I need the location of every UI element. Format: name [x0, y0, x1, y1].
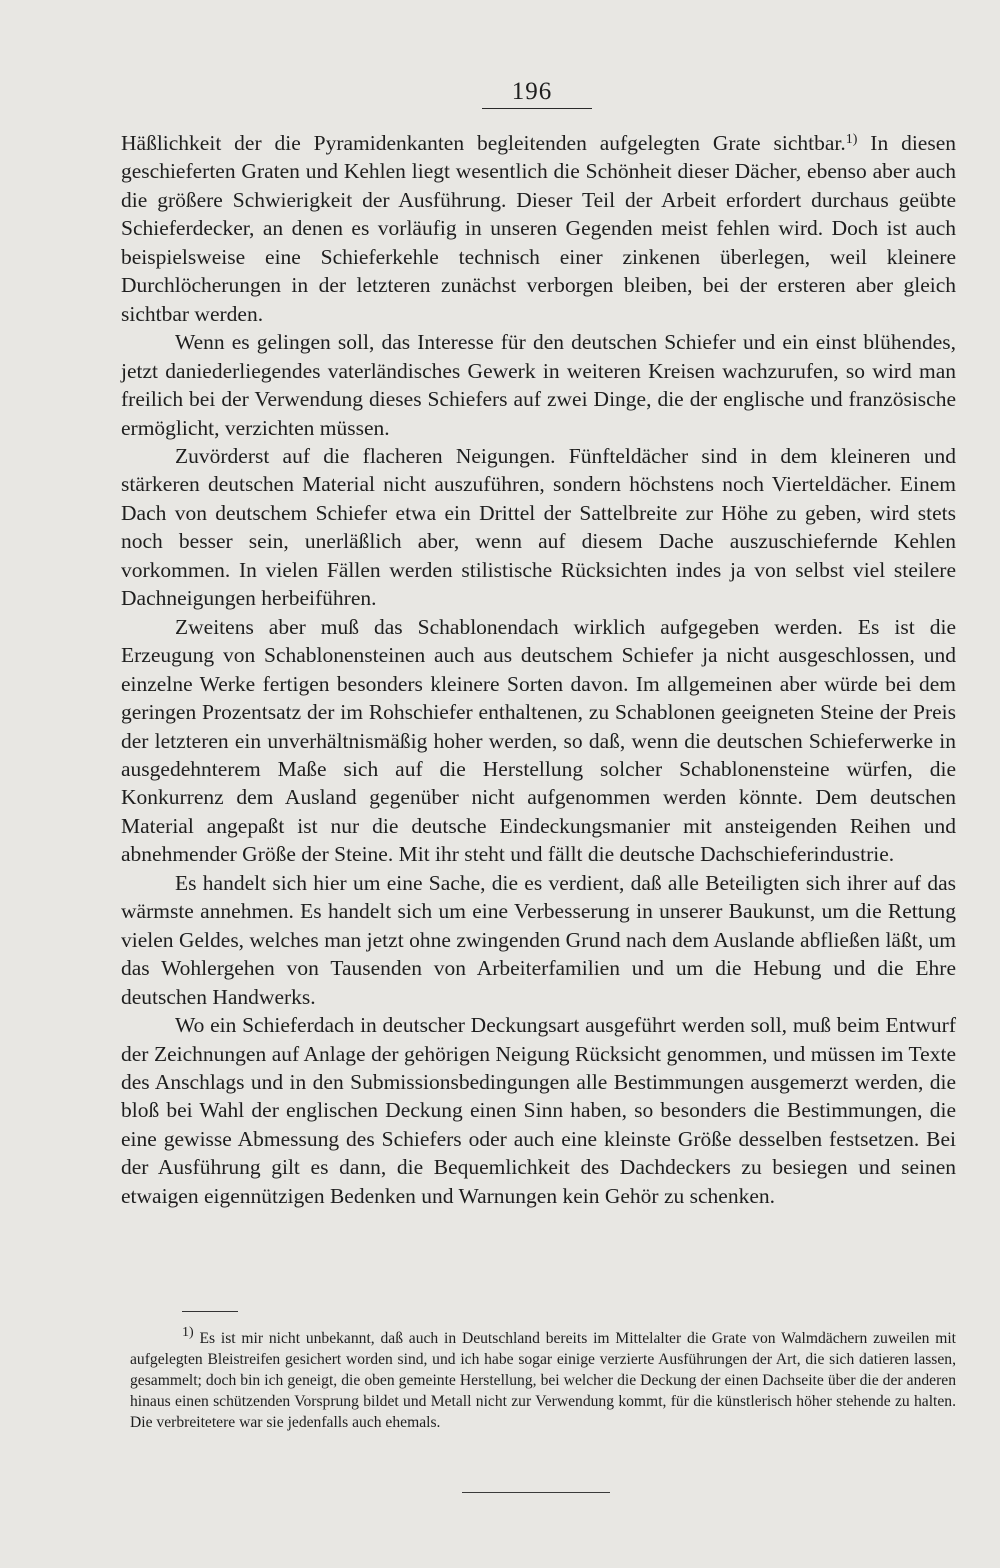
body-text: [121, 126, 956, 1210]
end-of-page-rule: [462, 1492, 610, 1493]
paragraph-text-continued: In diesen geschieferten Graten und Kehlen liegt wesentlich die Schönheit dieser Dächer, ebenso aber auch die größere Schwierigkeit der Ausführung. Dieser Teil der Arbeit erfordert durchaus geübte Schieferdecker, an denen es vorläufig in unseren Gegenden meist fehlen wird. Doch ist auch beispielsweise eine Schieferkehle technisch einer zinkenen überlegen, weil kleinere Durchlöcherungen in der letzteren zunächst verborgen bleiben, bei der ersteren aber gleich sichtbar werden.: [121, 131, 956, 326]
paragraph-3: Zuvörderst auf die flacheren Neigungen. Fünfteldächer sind in dem kleineren und stärkeren deutschen Material nicht auszuführen, sondern höchstens noch Vierteldächer. Einem Dach von deutschem Schiefer etwa ein Drittel der Sattelbreite zur Höhe zu geben, wird stets noch besser sein, unerläßlich aber, wenn auf diesem Dache auszuschiefernde Kehlen vorkommen. In vielen Fällen werden stilistische Rücksichten indes ja von selbst viel steilere Dachneigungen herbeiführen.: [121, 443, 956, 611]
page-number-rule: [482, 108, 592, 109]
footnote-separator: [182, 1311, 238, 1312]
paragraph-6: Wo ein Schieferdach in deutscher Deckungsart ausgeführt werden soll, muß beim Entwurf der Zeichnungen auf Anlage der gehörigen Neigung Rücksicht genommen, und müssen im Texte des Anschlags und in den Submissionsbedingungen alle Bestimmungen ausgemerzt werden, die bloß bei Wahl der englischen Deckung einen Sinn haben, so besonders die Bestimmungen, die eine gewisse Abmessung des Schiefers oder auch eine kleinste Größe desselben festsetzen. Bei der Ausführung gilt es dann, die Bequemlichkeit des Dachdeckers zu besiegen und seinen etwaigen eigennützigen Bedenken und Warnungen kein Gehör zu schenken.: [121, 1013, 956, 1208]
paragraph-1: [121, 126, 956, 328]
footnote-reference: 1): [845, 132, 858, 147]
paragraph-text: Häßlichkeit der die Pyramidenkanten begleitenden aufgelegten Grate sichtbar.: [121, 131, 846, 155]
footnote-text: Es ist mir nicht unbekannt, daß auch in Deutschland bereits im Mittelalter die Grate von Walmdächern zuweilen mit aufgelegten Bleistreifen gesichert worden sind, und ich habe sogar einige verzierte Ausführungen der Art, die sich datieren lassen, gesammelt; doch bin ich geneigt, die oben gemeinte Herstellung, bei welcher die Deckung der einen Dachseite über die der anderen hinaus einen schützenden Vorsprung bildet und Metall nicht zur Verwendung kommt, für die künstlerisch höher stehende zu halten. Die verbreitetere war sie jedenfalls auch ehemals.: [130, 1330, 956, 1431]
paragraph-2: Wenn es gelingen soll, das Interesse für den deutschen Schiefer und ein einst blühendes, jetzt daniederliegendes vaterländisches Gewerk in weiteren Kreisen wachzurufen, so wird man freilich bei der Verwendung dieses Schiefers auf zwei Dinge, die der englische und französische ermöglicht, verzichten müssen.: [121, 330, 956, 440]
footnote-marker: 1): [182, 1325, 194, 1340]
paragraph-5: Es handelt sich hier um eine Sache, die es verdient, daß alle Beteiligten sich ihrer auf das wärmste annehmen. Es handelt sich um eine Verbesserung in unserer Baukunst, um die Rettung vielen Geldes, welches man jetzt ohne zwingenden Grund nach dem Auslande abfließen läßt, um das Wohlergehen von Tausenden von Arbeiterfamilien und um die Hebung und die Ehre deutschen Handwerks.: [121, 870, 956, 1009]
paragraph-4: Zweitens aber muß das Schablonendach wirklich aufgegeben werden. Es ist die Erzeugung von Schablonensteinen auch aus deutschem Schiefer ja nicht ausgeschlossen, und einzelne Werke fertigen besonders kleinere Sorten davon. Im allgemeinen aber würde bei dem geringen Prozentsatz der im Rohschiefer enthaltenen, zu Schablonen geeigneten Steine der Preis der letzteren ein unverhältnismäßig hoher werden, so daß, wenn die deutschen Schieferwerke in ausgedehnterem Maße sich auf die Herstellung solcher Schablonensteine würfen, die Konkurrenz dem Ausland gegenüber nicht aufgenommen werden könnte. Dem deutschen Material angepaßt ist nur die deutsche Eindeckungsmanier mit ansteigenden Reihen und abnehmender Größe der Steine. Mit ihr steht und fällt die deutsche Dachschieferindustrie.: [121, 614, 956, 867]
page-number: 196: [511, 78, 553, 105]
footnote: [130, 1322, 956, 1433]
